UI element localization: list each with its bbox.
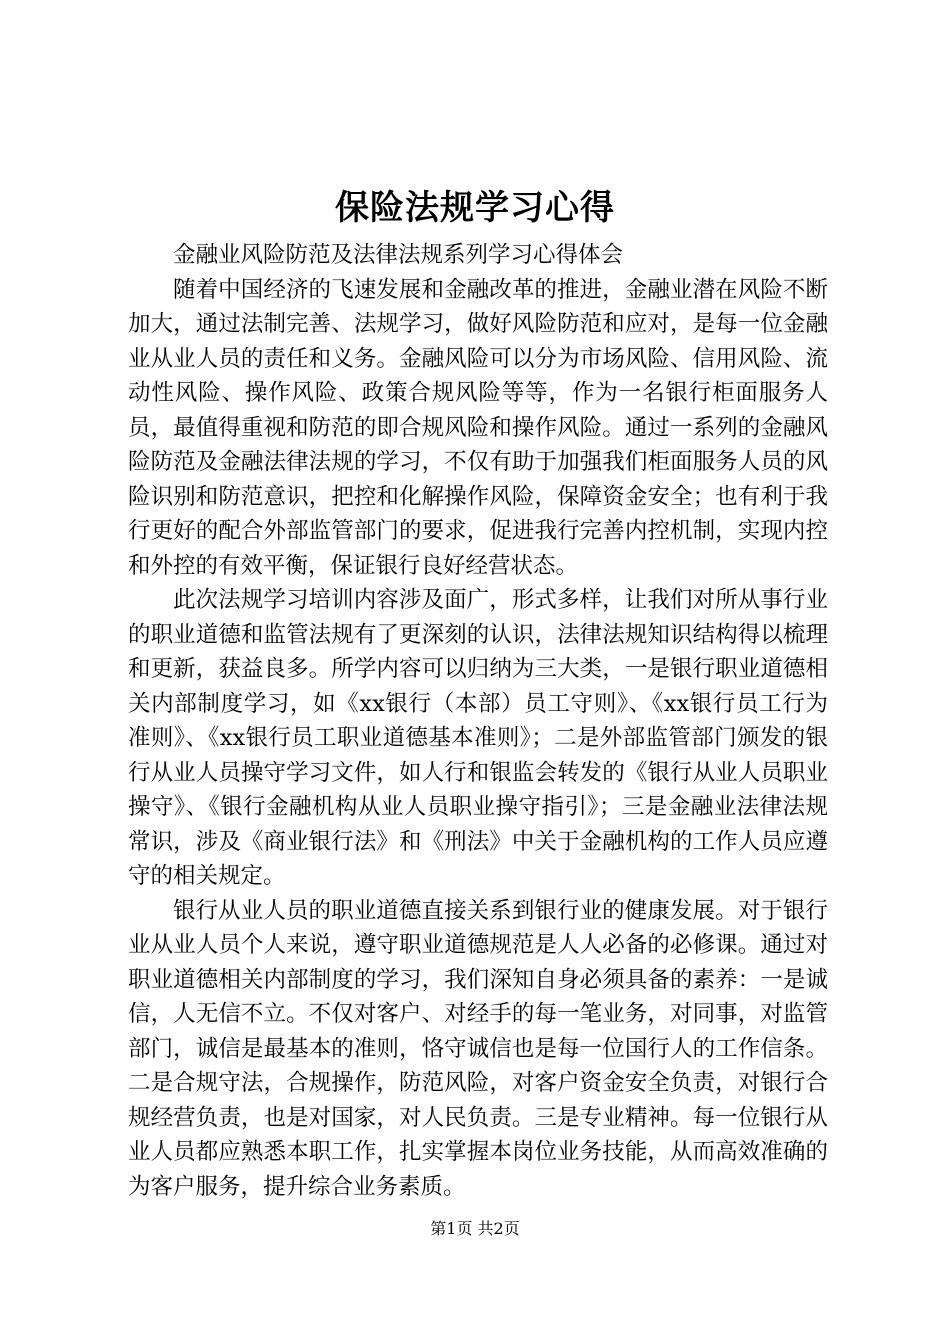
document-title: 保险法规学习心得 — [335, 188, 615, 228]
document-subtitle: 金融业风险防范及法律法规系列学习心得体会 — [173, 242, 624, 268]
paragraph-3: 银行从业人员的职业道德直接关系到银行业的健康发展。对于银行业从业人员个人来说，遵守职业道德规范是人人必备的必修课。通过对职业道德相关内部制度的学习，我们深知自身必须具备的素养：一是诚信，人无信不立。不仅对客户、对经手的每一笔业务，对同事，对监管部门，诚信是最基本的准则，恪守诚信也是每一位国行人的工作信条。二是合规守法，合规操作，防范风险，对客户资金安全负责，对银行合规经营负责，也是对国家，对人民负责。三是专业精神。每一位银行从业人员都应熟悉本职工作，扎实掌握本岗位业务技能，从而高效准确的为客户服务，提升综合业务素质。 — [128, 897, 828, 1200]
page-number-footer: 第1页 共2页 — [430, 1219, 520, 1238]
document-body — [128, 238, 828, 1204]
paragraph-2: 此次法规学习培训内容涉及面广，形式多样，让我们对所从事行业的职业道德和监管法规有了更深刻的认识，法律法规知识结构得以梳理和更新，获益良多。所学内容可以归纳为三大类，一是银行职业道德相关内部制度学习，如《xx银行（本部）员工守则》、《xx银行员工行为准则》、《xx银行员工职业道德基本准则》；二是外部监管部门颁发的银行从业人员操守学习文件，如人行和银监会转发的《银行从业人员职业操守》、《银行金融机构从业人员职业操守指引》；三是金融业法律法规常识，涉及《商业银行法》和《刑法》中关于金融机构的工作人员应遵守的相关规定。 — [128, 587, 828, 889]
paragraph-1: 随着中国经济的飞速发展和金融改革的推进，金融业潜在风险不断加大，通过法制完善、法规学习，做好风险防范和应对，是每一位金融业从业人员的责任和义务。金融风险可以分为市场风险、信用风险、流动性风险、操作风险、政策合规风险等等，作为一名银行柜面服务人员，最值得重视和防范的即合规风险和操作风险。通过一系列的金融风险防范及金融法律法规的学习，不仅有助于加强我们柜面服务人员的风险识别和防范意识，把控和化解操作风险，保障资金安全；也有利于我行更好的配合外部监管部门的要求，促进我行完善内控机制，实现内控和外控的有效平衡，保证银行良好经营状态。 — [128, 276, 828, 579]
